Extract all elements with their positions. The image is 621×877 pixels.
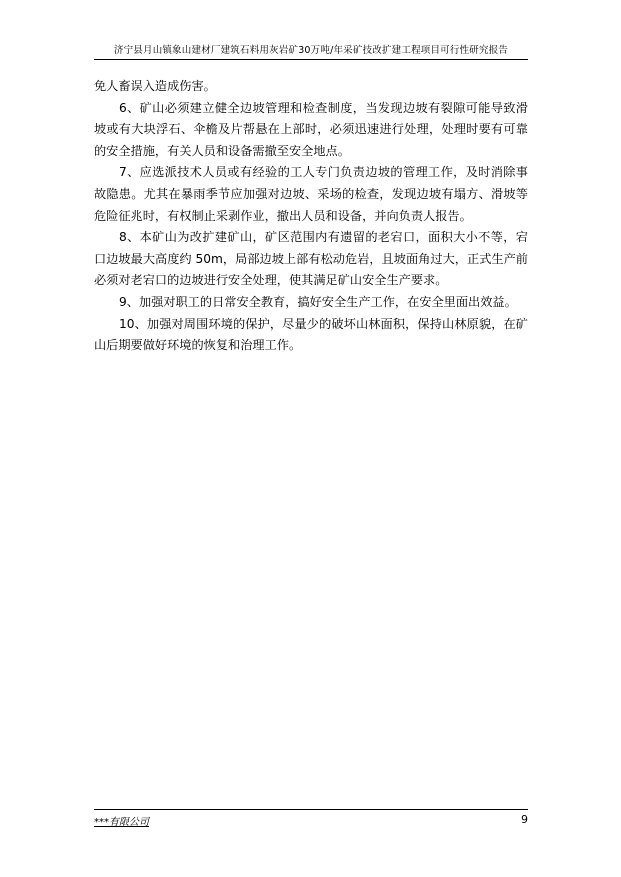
header-divider (94, 59, 528, 60)
page-number: 9 (521, 813, 528, 826)
paragraph-item-6: 6、矿山必须建立健全边坡管理和检查制度，当发现边坡有裂隙可能导致滑坡或有大块浮石、伞檐及片帮悬在上部时，必须迅速进行处理，处理时要有可靠的安全措施，有关人员和设备需撤至安全地点。 (94, 100, 528, 158)
paragraph-item-9: 9、加强对职工的日常安全教育，搞好安全生产工作，在安全里面出效益。 (119, 294, 517, 309)
page-header-title: 济宁县月山镇象山建材厂建筑石料用灰岩矿30万吨/年采矿技改扩建工程项目可行性研究报告 (113, 45, 509, 56)
footer-divider (94, 809, 528, 810)
paragraph-item-8: 8、本矿山为改扩建矿山，矿区范围内有遗留的老宕口，面积大小不等，宕口边坡最大高度约 50m，局部边坡上部有松动危岩，且坡面角过大，正式生产前必须对老宕口的边坡进行安全处理，使其满足矿山安全生产要求。 (94, 230, 528, 288)
paragraph-item-7: 7、应选派技术人员或有经验的工人专门负责边坡的管理工作，及时消除事故隐患。尤其在暴雨季节应加强对边坡、采场的检查，发现边坡有塌方、滑坡等危险征兆时，有权制止采剥作业，撤出人员和设备，并向负责人报告。 (94, 165, 528, 223)
paragraph-item-10: 10、加强对周围环境的保护，尽量少的破坏山林面积，保持山林原貌，在矿山后期要做好环境的恢复和治理工作。 (94, 316, 528, 353)
footer-company-name: ***有限公司 (94, 817, 149, 828)
document-body (94, 76, 528, 357)
paragraph-continuation: 免人畜误入造成伤害。 (94, 79, 216, 93)
